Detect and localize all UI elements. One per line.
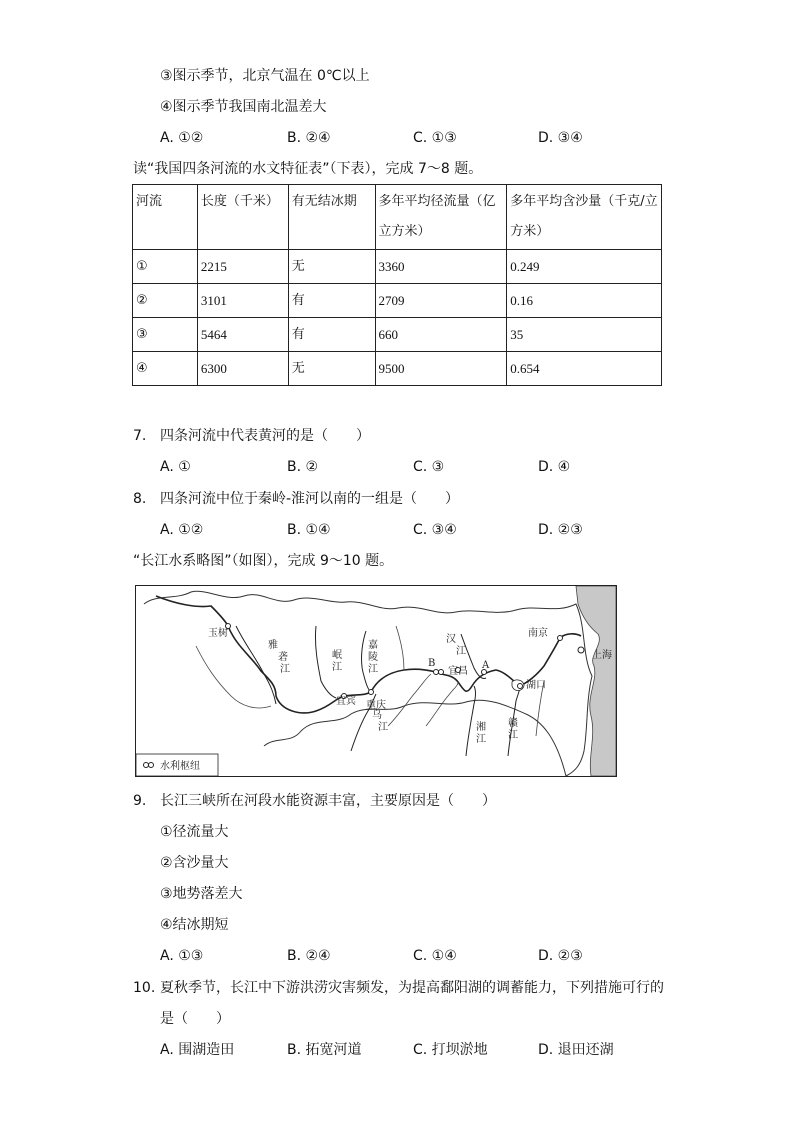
map-label-jialing: 江 (368, 664, 378, 675)
city-chongqing-dot (369, 690, 374, 695)
table-header-cell: 多年平均含沙量（千克/立方米） (507, 185, 662, 250)
table-cell: 有 (288, 318, 375, 352)
table-cell: 0.654 (507, 352, 662, 386)
q10-option-a[interactable]: A. 围湖造田 (160, 1042, 235, 1058)
table-cell: ④ (133, 352, 198, 386)
prev-option-c[interactable]: C. ①③ (413, 130, 457, 146)
q10-number: 10. (133, 980, 156, 996)
q8-text: 四条河流中位于秦岭-淮河以南的一组是（ ） (160, 491, 460, 507)
table-cell: 2709 (375, 284, 507, 318)
basin-outline-south (264, 700, 566, 776)
table-cell: 3101 (197, 284, 288, 318)
q9-item-4: ④结冰期短 (160, 917, 229, 933)
q8-option-c[interactable]: C. ③④ (413, 522, 457, 538)
map-label-wu: 乌 (372, 710, 382, 721)
table-cell: ② (133, 284, 198, 318)
table-header-cell: 多年平均径流量（亿立方米） (375, 185, 507, 250)
map-label-chongqing: 重庆 (366, 700, 386, 711)
prev-question-item-3: ③图示季节，北京气温在 0℃以上 (160, 68, 370, 84)
q9-option-b[interactable]: B. ②④ (287, 948, 331, 964)
map-label-yalong: 砻 (278, 652, 288, 663)
map-label-nanjing: 南京 (528, 628, 548, 639)
q9-option-d[interactable]: D. ②③ (538, 948, 583, 964)
q9-option-a[interactable]: A. ①③ (160, 948, 204, 964)
table-header-row (133, 185, 662, 250)
map-label-han: 江 (456, 646, 466, 657)
map-label-yalong: 江 (280, 664, 290, 675)
map-canvas (136, 586, 616, 776)
map-label-yalong: 雅 (268, 640, 278, 651)
table-header-cell: 河流 (133, 185, 198, 250)
city-hukou-dot (518, 684, 523, 689)
q9-number: 9. (133, 793, 147, 809)
table-cell: 无 (288, 352, 375, 386)
table-row (133, 352, 662, 386)
q8-option-d[interactable]: D. ②③ (538, 522, 583, 538)
minor-tributary (388, 674, 431, 726)
hydrology-table (132, 184, 662, 386)
q9-item-2: ②含沙量大 (160, 855, 229, 871)
map-label-a: A (482, 660, 490, 671)
q9-text: 长江三峡所在河段水能资源丰富，主要原因是（ ） (160, 793, 496, 809)
east-sea (576, 586, 616, 776)
table-cell: ③ (133, 318, 198, 352)
q10-option-b[interactable]: B. 拓宽河道 (287, 1042, 362, 1058)
city-shanghai-dot (578, 647, 584, 653)
map-intro: “长江水系略图”（如图），完成 9～10 题。 (133, 553, 394, 569)
q7-text: 四条河流中代表黄河的是（ ） (160, 428, 370, 444)
q10-text-line-1: 夏秋季节，长江中下游洪涝灾害频发，为提高鄱阳湖的调蓄能力，下列措施可行的 (160, 980, 664, 996)
prev-option-a[interactable]: A. ①② (160, 130, 204, 146)
table-header-cell: 有无结冰期 (288, 185, 375, 250)
map-label-hukou: 湖口 (526, 680, 546, 691)
q9-item-1: ①径流量大 (160, 824, 229, 840)
map-label-xiang: 江 (476, 734, 486, 745)
table-row (133, 318, 662, 352)
q8-option-a[interactable]: A. ①② (160, 522, 204, 538)
q7-option-a[interactable]: A. ① (160, 459, 191, 475)
table-cell: 5464 (197, 318, 288, 352)
q10-option-c[interactable]: C. 打坝淤地 (413, 1042, 488, 1058)
q7-option-d[interactable]: D. ④ (538, 459, 571, 475)
map-legend-label: 水利枢纽 (160, 761, 200, 772)
map-label-b: B (428, 658, 436, 669)
q10-option-d[interactable]: D. 退田还湖 (538, 1042, 614, 1058)
q7-option-c[interactable]: C. ③ (413, 459, 445, 475)
map-label-min: 岷 (332, 650, 342, 661)
table-cell: 6300 (197, 352, 288, 386)
q9-item-3: ③地势落差大 (160, 886, 243, 902)
q8-option-b[interactable]: B. ①④ (287, 522, 331, 538)
map-label-jialing: 陵 (368, 652, 378, 663)
map-label-yibin: 宜宾 (336, 696, 356, 707)
yangtze-river-map (135, 585, 617, 777)
table-cell: 9500 (375, 352, 507, 386)
table-cell: 660 (375, 318, 507, 352)
table-cell: 0.249 (507, 250, 662, 284)
table-intro: 读“我国四条河流的水文特征表”（下表），完成 7～8 题。 (133, 161, 483, 177)
minor-tributary (396, 626, 404, 670)
table-row (133, 250, 662, 284)
table-cell: 35 (507, 318, 662, 352)
table-cell: 无 (288, 250, 375, 284)
table-header-cell: 长度（千米） (197, 185, 288, 250)
table-cell: 3360 (375, 250, 507, 284)
city-nanjing-dot (558, 636, 563, 641)
q7-option-b[interactable]: B. ② (287, 459, 319, 475)
table-cell: 有 (288, 284, 375, 318)
map-label-yushu: 玉树 (208, 628, 228, 639)
map-label-jialing: 嘉 (368, 640, 378, 651)
q10-text-line-2: 是（ ） (160, 1011, 230, 1027)
map-label-shanghai: 上海 (592, 650, 612, 661)
minor-tributary (196, 646, 271, 708)
table-cell: ① (133, 250, 198, 284)
q8-number: 8. (133, 491, 147, 507)
prev-option-d[interactable]: D. ③④ (538, 130, 583, 146)
map-label-xiang: 湘 (476, 722, 486, 733)
table-cell: 0.16 (507, 284, 662, 318)
map-label-yichang: 宜昌 (448, 666, 468, 677)
xiang-river (466, 686, 476, 756)
q7-number: 7. (133, 428, 147, 444)
map-label-wu: 江 (378, 722, 388, 733)
q9-option-c[interactable]: C. ①④ (413, 948, 457, 964)
map-label-gan: 赣 (508, 718, 518, 729)
prev-question-item-4: ④图示季节我国南北温差大 (160, 99, 327, 115)
prev-option-b[interactable]: B. ②④ (287, 130, 331, 146)
map-label-han: 汉 (446, 634, 456, 645)
map-label-gan: 江 (508, 730, 518, 741)
map-label-min: 江 (332, 662, 342, 673)
table-row (133, 284, 662, 318)
table-cell: 2215 (197, 250, 288, 284)
